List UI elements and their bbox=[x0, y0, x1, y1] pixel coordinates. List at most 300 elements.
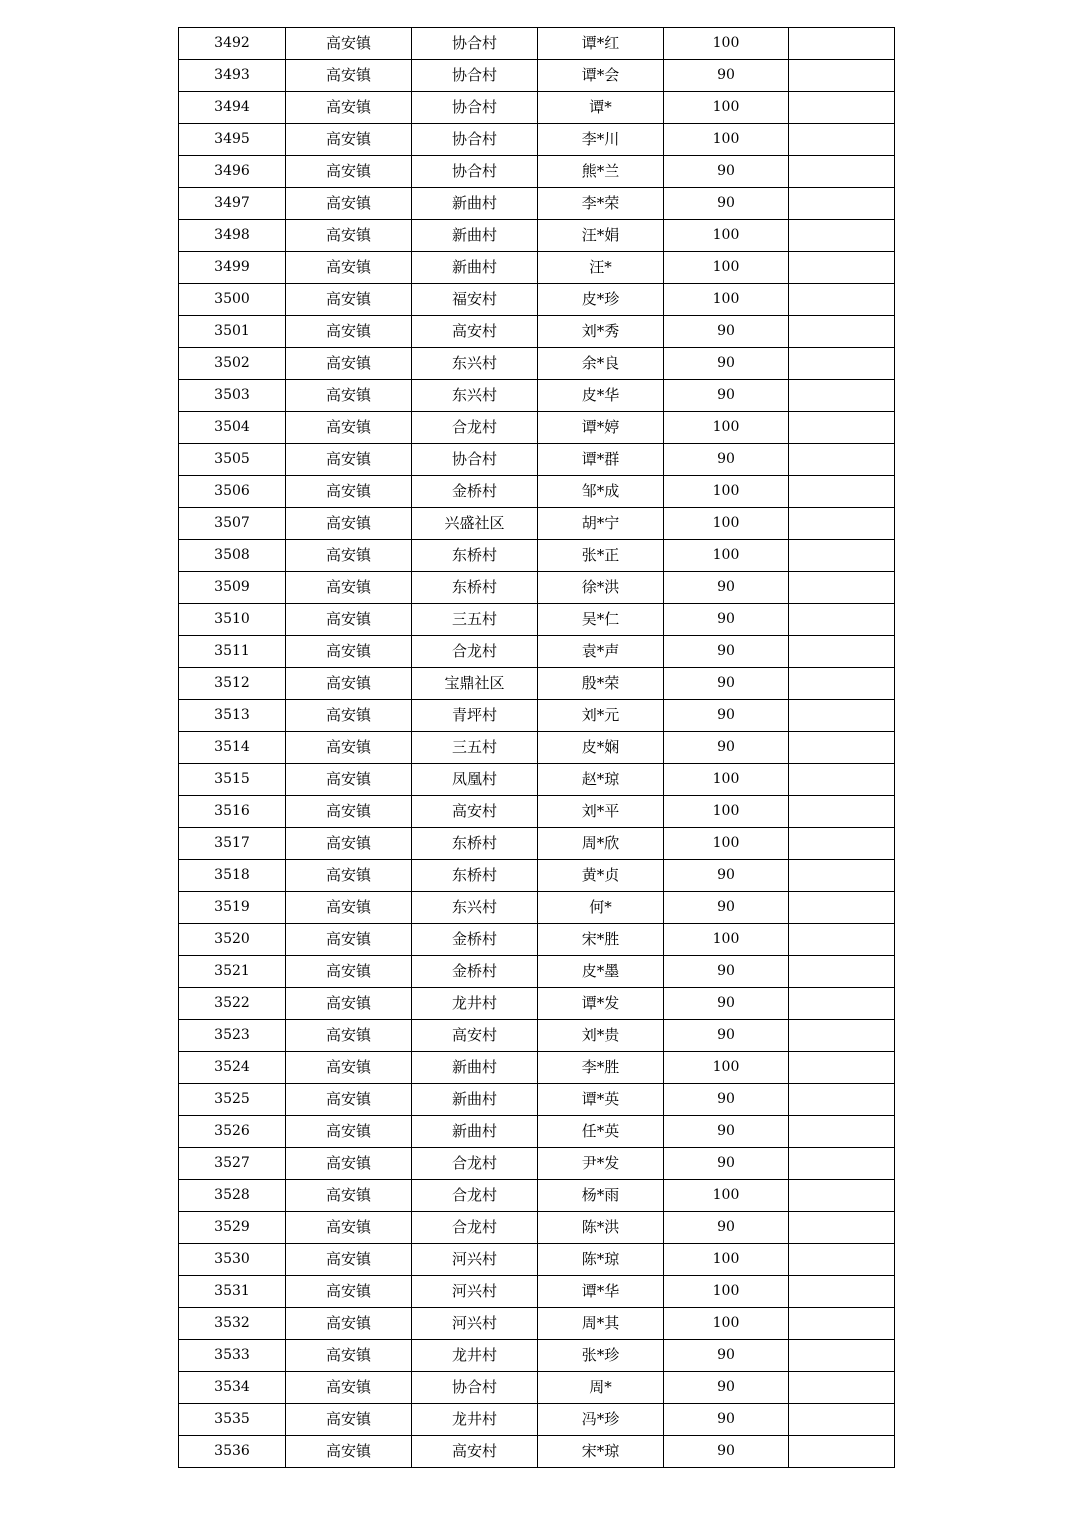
village-cell: 新曲村 bbox=[412, 188, 538, 220]
row-number-cell: 3510 bbox=[179, 604, 286, 636]
amount-cell: 90 bbox=[664, 348, 789, 380]
town-cell: 高安镇 bbox=[286, 284, 412, 316]
village-cell: 协合村 bbox=[412, 28, 538, 60]
village-cell: 高安村 bbox=[412, 316, 538, 348]
table-row bbox=[179, 476, 895, 508]
village-cell: 合龙村 bbox=[412, 1212, 538, 1244]
name-cell: 赵*琼 bbox=[538, 764, 664, 796]
row-number-cell: 3506 bbox=[179, 476, 286, 508]
name-cell: 谭*发 bbox=[538, 988, 664, 1020]
amount-cell: 100 bbox=[664, 1276, 789, 1308]
amount-cell: 100 bbox=[664, 540, 789, 572]
amount-cell: 100 bbox=[664, 796, 789, 828]
table-row bbox=[179, 668, 895, 700]
remark-cell bbox=[789, 924, 895, 956]
table-row bbox=[179, 540, 895, 572]
town-cell: 高安镇 bbox=[286, 924, 412, 956]
village-cell: 合龙村 bbox=[412, 412, 538, 444]
name-cell: 余*良 bbox=[538, 348, 664, 380]
town-cell: 高安镇 bbox=[286, 1084, 412, 1116]
remark-cell bbox=[789, 1212, 895, 1244]
town-cell: 高安镇 bbox=[286, 988, 412, 1020]
row-number-cell: 3511 bbox=[179, 636, 286, 668]
name-cell: 谭*会 bbox=[538, 60, 664, 92]
row-number-cell: 3517 bbox=[179, 828, 286, 860]
table-row bbox=[179, 892, 895, 924]
town-cell: 高安镇 bbox=[286, 572, 412, 604]
name-cell: 皮*珍 bbox=[538, 284, 664, 316]
town-cell: 高安镇 bbox=[286, 1436, 412, 1468]
name-cell: 周* bbox=[538, 1372, 664, 1404]
town-cell: 高安镇 bbox=[286, 732, 412, 764]
row-number-cell: 3496 bbox=[179, 156, 286, 188]
remark-cell bbox=[789, 380, 895, 412]
amount-cell: 90 bbox=[664, 1404, 789, 1436]
row-number-cell: 3522 bbox=[179, 988, 286, 1020]
village-cell: 协合村 bbox=[412, 60, 538, 92]
table-row bbox=[179, 572, 895, 604]
town-cell: 高安镇 bbox=[286, 252, 412, 284]
village-cell: 龙井村 bbox=[412, 1340, 538, 1372]
row-number-cell: 3531 bbox=[179, 1276, 286, 1308]
amount-cell: 90 bbox=[664, 1020, 789, 1052]
table-row bbox=[179, 348, 895, 380]
row-number-cell: 3520 bbox=[179, 924, 286, 956]
amount-cell: 90 bbox=[664, 732, 789, 764]
town-cell: 高安镇 bbox=[286, 636, 412, 668]
row-number-cell: 3513 bbox=[179, 700, 286, 732]
table-row bbox=[179, 1180, 895, 1212]
table-row bbox=[179, 796, 895, 828]
remark-cell bbox=[789, 1372, 895, 1404]
village-cell: 龙井村 bbox=[412, 1404, 538, 1436]
amount-cell: 100 bbox=[664, 412, 789, 444]
amount-cell: 100 bbox=[664, 220, 789, 252]
village-cell: 合龙村 bbox=[412, 1148, 538, 1180]
village-cell: 新曲村 bbox=[412, 1116, 538, 1148]
amount-cell: 90 bbox=[664, 188, 789, 220]
row-number-cell: 3523 bbox=[179, 1020, 286, 1052]
town-cell: 高安镇 bbox=[286, 316, 412, 348]
village-cell: 青坪村 bbox=[412, 700, 538, 732]
amount-cell: 90 bbox=[664, 636, 789, 668]
row-number-cell: 3536 bbox=[179, 1436, 286, 1468]
row-number-cell: 3499 bbox=[179, 252, 286, 284]
name-cell: 谭*华 bbox=[538, 1276, 664, 1308]
row-number-cell: 3501 bbox=[179, 316, 286, 348]
amount-cell: 90 bbox=[664, 668, 789, 700]
village-cell: 三五村 bbox=[412, 604, 538, 636]
amount-cell: 100 bbox=[664, 1244, 789, 1276]
row-number-cell: 3519 bbox=[179, 892, 286, 924]
town-cell: 高安镇 bbox=[286, 1404, 412, 1436]
town-cell: 高安镇 bbox=[286, 796, 412, 828]
data-table bbox=[178, 27, 895, 1468]
name-cell: 谭*群 bbox=[538, 444, 664, 476]
town-cell: 高安镇 bbox=[286, 28, 412, 60]
row-number-cell: 3508 bbox=[179, 540, 286, 572]
remark-cell bbox=[789, 1276, 895, 1308]
remark-cell bbox=[789, 1084, 895, 1116]
table-row bbox=[179, 284, 895, 316]
village-cell: 河兴村 bbox=[412, 1308, 538, 1340]
name-cell: 徐*洪 bbox=[538, 572, 664, 604]
village-cell: 高安村 bbox=[412, 796, 538, 828]
village-cell: 协合村 bbox=[412, 156, 538, 188]
row-number-cell: 3529 bbox=[179, 1212, 286, 1244]
name-cell: 陈*琼 bbox=[538, 1244, 664, 1276]
remark-cell bbox=[789, 636, 895, 668]
row-number-cell: 3503 bbox=[179, 380, 286, 412]
village-cell: 新曲村 bbox=[412, 1052, 538, 1084]
remark-cell bbox=[789, 860, 895, 892]
village-cell: 高安村 bbox=[412, 1436, 538, 1468]
village-cell: 合龙村 bbox=[412, 1180, 538, 1212]
amount-cell: 90 bbox=[664, 604, 789, 636]
town-cell: 高安镇 bbox=[286, 668, 412, 700]
name-cell: 杨*雨 bbox=[538, 1180, 664, 1212]
name-cell: 吴*仁 bbox=[538, 604, 664, 636]
table-body bbox=[179, 28, 895, 1468]
village-cell: 三五村 bbox=[412, 732, 538, 764]
remark-cell bbox=[789, 732, 895, 764]
row-number-cell: 3505 bbox=[179, 444, 286, 476]
amount-cell: 90 bbox=[664, 316, 789, 348]
table-row bbox=[179, 1244, 895, 1276]
village-cell: 高安村 bbox=[412, 1020, 538, 1052]
remark-cell bbox=[789, 572, 895, 604]
village-cell: 东桥村 bbox=[412, 860, 538, 892]
town-cell: 高安镇 bbox=[286, 700, 412, 732]
row-number-cell: 3500 bbox=[179, 284, 286, 316]
name-cell: 汪* bbox=[538, 252, 664, 284]
village-cell: 东兴村 bbox=[412, 348, 538, 380]
village-cell: 东兴村 bbox=[412, 892, 538, 924]
table-row bbox=[179, 316, 895, 348]
amount-cell: 90 bbox=[664, 1340, 789, 1372]
amount-cell: 100 bbox=[664, 924, 789, 956]
name-cell: 李*川 bbox=[538, 124, 664, 156]
remark-cell bbox=[789, 1116, 895, 1148]
table-row bbox=[179, 924, 895, 956]
amount-cell: 90 bbox=[664, 444, 789, 476]
row-number-cell: 3533 bbox=[179, 1340, 286, 1372]
name-cell: 李*荣 bbox=[538, 188, 664, 220]
remark-cell bbox=[789, 1148, 895, 1180]
name-cell: 邹*成 bbox=[538, 476, 664, 508]
amount-cell: 100 bbox=[664, 92, 789, 124]
name-cell: 宋*胜 bbox=[538, 924, 664, 956]
table-row bbox=[179, 1372, 895, 1404]
row-number-cell: 3524 bbox=[179, 1052, 286, 1084]
village-cell: 新曲村 bbox=[412, 252, 538, 284]
name-cell: 何* bbox=[538, 892, 664, 924]
table-row bbox=[179, 636, 895, 668]
amount-cell: 100 bbox=[664, 28, 789, 60]
amount-cell: 90 bbox=[664, 860, 789, 892]
remark-cell bbox=[789, 1020, 895, 1052]
amount-cell: 90 bbox=[664, 572, 789, 604]
amount-cell: 90 bbox=[664, 1116, 789, 1148]
remark-cell bbox=[789, 252, 895, 284]
row-number-cell: 3493 bbox=[179, 60, 286, 92]
row-number-cell: 3502 bbox=[179, 348, 286, 380]
remark-cell bbox=[789, 412, 895, 444]
row-number-cell: 3518 bbox=[179, 860, 286, 892]
table-row bbox=[179, 1436, 895, 1468]
remark-cell bbox=[789, 668, 895, 700]
town-cell: 高安镇 bbox=[286, 92, 412, 124]
name-cell: 尹*发 bbox=[538, 1148, 664, 1180]
amount-cell: 90 bbox=[664, 956, 789, 988]
row-number-cell: 3494 bbox=[179, 92, 286, 124]
remark-cell bbox=[789, 956, 895, 988]
table-row bbox=[179, 188, 895, 220]
name-cell: 陈*洪 bbox=[538, 1212, 664, 1244]
name-cell: 袁*声 bbox=[538, 636, 664, 668]
row-number-cell: 3525 bbox=[179, 1084, 286, 1116]
table-row bbox=[179, 412, 895, 444]
row-number-cell: 3521 bbox=[179, 956, 286, 988]
village-cell: 金桥村 bbox=[412, 924, 538, 956]
amount-cell: 90 bbox=[664, 380, 789, 412]
village-cell: 东桥村 bbox=[412, 572, 538, 604]
table-row bbox=[179, 220, 895, 252]
village-cell: 东桥村 bbox=[412, 828, 538, 860]
amount-cell: 90 bbox=[664, 60, 789, 92]
remark-cell bbox=[789, 28, 895, 60]
name-cell: 黄*贞 bbox=[538, 860, 664, 892]
name-cell: 皮*华 bbox=[538, 380, 664, 412]
town-cell: 高安镇 bbox=[286, 1244, 412, 1276]
remark-cell bbox=[789, 1244, 895, 1276]
amount-cell: 90 bbox=[664, 156, 789, 188]
town-cell: 高安镇 bbox=[286, 828, 412, 860]
remark-cell bbox=[789, 604, 895, 636]
row-number-cell: 3515 bbox=[179, 764, 286, 796]
town-cell: 高安镇 bbox=[286, 1372, 412, 1404]
town-cell: 高安镇 bbox=[286, 1148, 412, 1180]
amount-cell: 90 bbox=[664, 1148, 789, 1180]
row-number-cell: 3532 bbox=[179, 1308, 286, 1340]
amount-cell: 100 bbox=[664, 252, 789, 284]
town-cell: 高安镇 bbox=[286, 476, 412, 508]
row-number-cell: 3530 bbox=[179, 1244, 286, 1276]
table-row bbox=[179, 1148, 895, 1180]
village-cell: 凤凰村 bbox=[412, 764, 538, 796]
remark-cell bbox=[789, 316, 895, 348]
name-cell: 刘*元 bbox=[538, 700, 664, 732]
amount-cell: 100 bbox=[664, 1052, 789, 1084]
remark-cell bbox=[789, 476, 895, 508]
amount-cell: 90 bbox=[664, 892, 789, 924]
village-cell: 协合村 bbox=[412, 92, 538, 124]
town-cell: 高安镇 bbox=[286, 508, 412, 540]
remark-cell bbox=[789, 892, 895, 924]
town-cell: 高安镇 bbox=[286, 540, 412, 572]
name-cell: 周*欣 bbox=[538, 828, 664, 860]
remark-cell bbox=[789, 92, 895, 124]
name-cell: 李*胜 bbox=[538, 1052, 664, 1084]
table-row bbox=[179, 156, 895, 188]
village-cell: 协合村 bbox=[412, 444, 538, 476]
village-cell: 东桥村 bbox=[412, 540, 538, 572]
remark-cell bbox=[789, 1436, 895, 1468]
name-cell: 刘*秀 bbox=[538, 316, 664, 348]
town-cell: 高安镇 bbox=[286, 1180, 412, 1212]
town-cell: 高安镇 bbox=[286, 1308, 412, 1340]
name-cell: 谭*英 bbox=[538, 1084, 664, 1116]
name-cell: 张*正 bbox=[538, 540, 664, 572]
town-cell: 高安镇 bbox=[286, 444, 412, 476]
remark-cell bbox=[789, 828, 895, 860]
town-cell: 高安镇 bbox=[286, 604, 412, 636]
remark-cell bbox=[789, 540, 895, 572]
remark-cell bbox=[789, 156, 895, 188]
name-cell: 谭* bbox=[538, 92, 664, 124]
table-row bbox=[179, 1084, 895, 1116]
amount-cell: 90 bbox=[664, 700, 789, 732]
name-cell: 汪*娟 bbox=[538, 220, 664, 252]
amount-cell: 90 bbox=[664, 1084, 789, 1116]
amount-cell: 100 bbox=[664, 284, 789, 316]
remark-cell bbox=[789, 796, 895, 828]
name-cell: 周*其 bbox=[538, 1308, 664, 1340]
table-row bbox=[179, 956, 895, 988]
amount-cell: 100 bbox=[664, 1180, 789, 1212]
table-row bbox=[179, 380, 895, 412]
town-cell: 高安镇 bbox=[286, 892, 412, 924]
village-cell: 龙井村 bbox=[412, 988, 538, 1020]
name-cell: 冯*珍 bbox=[538, 1404, 664, 1436]
town-cell: 高安镇 bbox=[286, 1052, 412, 1084]
table-row bbox=[179, 988, 895, 1020]
name-cell: 宋*琼 bbox=[538, 1436, 664, 1468]
amount-cell: 90 bbox=[664, 1436, 789, 1468]
table-row bbox=[179, 92, 895, 124]
table-row bbox=[179, 764, 895, 796]
row-number-cell: 3497 bbox=[179, 188, 286, 220]
table-row bbox=[179, 1116, 895, 1148]
table-row bbox=[179, 508, 895, 540]
row-number-cell: 3495 bbox=[179, 124, 286, 156]
town-cell: 高安镇 bbox=[286, 348, 412, 380]
table-row bbox=[179, 124, 895, 156]
village-cell: 协合村 bbox=[412, 1372, 538, 1404]
name-cell: 熊*兰 bbox=[538, 156, 664, 188]
name-cell: 殷*荣 bbox=[538, 668, 664, 700]
village-cell: 兴盛社区 bbox=[412, 508, 538, 540]
town-cell: 高安镇 bbox=[286, 1116, 412, 1148]
remark-cell bbox=[789, 188, 895, 220]
row-number-cell: 3492 bbox=[179, 28, 286, 60]
row-number-cell: 3534 bbox=[179, 1372, 286, 1404]
remark-cell bbox=[789, 220, 895, 252]
amount-cell: 90 bbox=[664, 1372, 789, 1404]
row-number-cell: 3507 bbox=[179, 508, 286, 540]
remark-cell bbox=[789, 284, 895, 316]
table-row bbox=[179, 1340, 895, 1372]
town-cell: 高安镇 bbox=[286, 380, 412, 412]
village-cell: 金桥村 bbox=[412, 476, 538, 508]
amount-cell: 100 bbox=[664, 508, 789, 540]
table-row bbox=[179, 1020, 895, 1052]
table-row bbox=[179, 860, 895, 892]
amount-cell: 90 bbox=[664, 1212, 789, 1244]
row-number-cell: 3504 bbox=[179, 412, 286, 444]
amount-cell: 100 bbox=[664, 1308, 789, 1340]
table-row bbox=[179, 604, 895, 636]
table-row bbox=[179, 252, 895, 284]
remark-cell bbox=[789, 60, 895, 92]
remark-cell bbox=[789, 1404, 895, 1436]
table-row bbox=[179, 1308, 895, 1340]
town-cell: 高安镇 bbox=[286, 1340, 412, 1372]
name-cell: 皮*娴 bbox=[538, 732, 664, 764]
town-cell: 高安镇 bbox=[286, 60, 412, 92]
name-cell: 皮*墨 bbox=[538, 956, 664, 988]
amount-cell: 100 bbox=[664, 124, 789, 156]
remark-cell bbox=[789, 348, 895, 380]
town-cell: 高安镇 bbox=[286, 220, 412, 252]
village-cell: 河兴村 bbox=[412, 1276, 538, 1308]
town-cell: 高安镇 bbox=[286, 956, 412, 988]
village-cell: 新曲村 bbox=[412, 1084, 538, 1116]
table-row bbox=[179, 700, 895, 732]
name-cell: 任*英 bbox=[538, 1116, 664, 1148]
amount-cell: 90 bbox=[664, 988, 789, 1020]
remark-cell bbox=[789, 124, 895, 156]
name-cell: 谭*婷 bbox=[538, 412, 664, 444]
town-cell: 高安镇 bbox=[286, 1212, 412, 1244]
remark-cell bbox=[789, 1052, 895, 1084]
table-row bbox=[179, 1276, 895, 1308]
table-row bbox=[179, 732, 895, 764]
amount-cell: 100 bbox=[664, 764, 789, 796]
town-cell: 高安镇 bbox=[286, 764, 412, 796]
remark-cell bbox=[789, 700, 895, 732]
name-cell: 刘*贵 bbox=[538, 1020, 664, 1052]
name-cell: 刘*平 bbox=[538, 796, 664, 828]
table-row bbox=[179, 1212, 895, 1244]
remark-cell bbox=[789, 764, 895, 796]
remark-cell bbox=[789, 1308, 895, 1340]
remark-cell bbox=[789, 508, 895, 540]
row-number-cell: 3509 bbox=[179, 572, 286, 604]
town-cell: 高安镇 bbox=[286, 1020, 412, 1052]
village-cell: 合龙村 bbox=[412, 636, 538, 668]
remark-cell bbox=[789, 444, 895, 476]
row-number-cell: 3527 bbox=[179, 1148, 286, 1180]
table-row bbox=[179, 28, 895, 60]
name-cell: 谭*红 bbox=[538, 28, 664, 60]
town-cell: 高安镇 bbox=[286, 188, 412, 220]
remark-cell bbox=[789, 988, 895, 1020]
village-cell: 金桥村 bbox=[412, 956, 538, 988]
row-number-cell: 3512 bbox=[179, 668, 286, 700]
village-cell: 宝鼎社区 bbox=[412, 668, 538, 700]
table-row bbox=[179, 828, 895, 860]
row-number-cell: 3526 bbox=[179, 1116, 286, 1148]
row-number-cell: 3498 bbox=[179, 220, 286, 252]
town-cell: 高安镇 bbox=[286, 860, 412, 892]
amount-cell: 100 bbox=[664, 828, 789, 860]
row-number-cell: 3514 bbox=[179, 732, 286, 764]
village-cell: 协合村 bbox=[412, 124, 538, 156]
name-cell: 胡*宁 bbox=[538, 508, 664, 540]
town-cell: 高安镇 bbox=[286, 1276, 412, 1308]
row-number-cell: 3516 bbox=[179, 796, 286, 828]
